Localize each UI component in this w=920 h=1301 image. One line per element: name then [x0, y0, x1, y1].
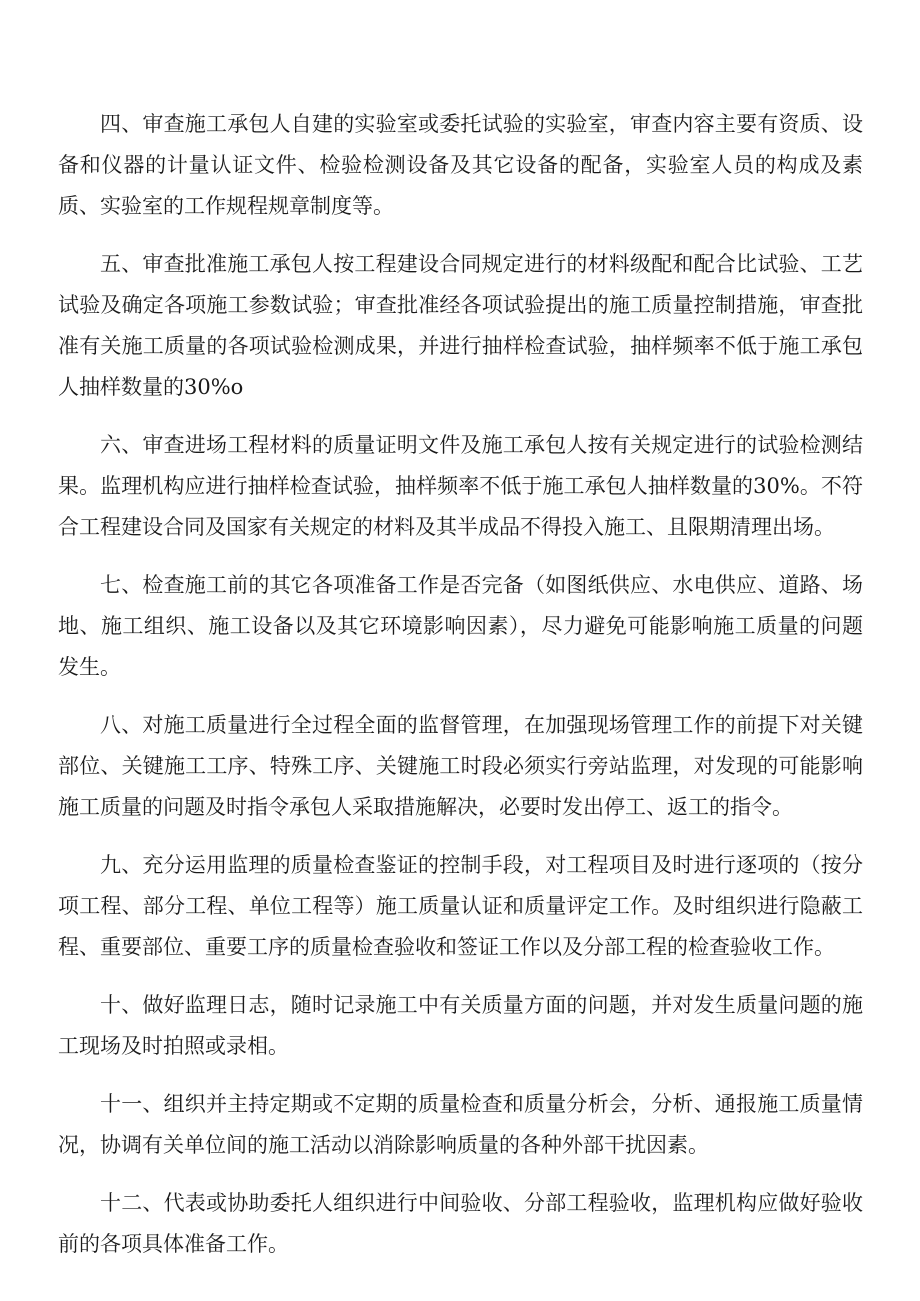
paragraph-10: 十、做好监理日志，随时记录施工中有关质量方面的问题，并对发生质量问题的施工现场及时拍照或录相。 [58, 993, 863, 1058]
paragraph-4: 四、审查施工承包人自建的实验室或委托试验的实验室，审查内容主要有资质、设备和仪器的计量认证文件、检验检测设备及其它设备的配备，实验室人员的构成及素质、实验室的工作规程规章制度等。 [58, 112, 863, 218]
paragraph-11: 十一、组织并主持定期或不定期的质量检查和质量分析会，分析、通报施工质量情况，协调有关单位间的施工活动以消除影响质量的各种外部干扰因素。 [58, 1092, 863, 1157]
paragraph-7: 七、检查施工前的其它各项准备工作是否完备（如图纸供应、水电供应、道路、场地、施工组织、施工设备以及其它环境影响因素），尽力避免可能影响施工质量的问题发生。 [58, 573, 863, 679]
paragraph-8: 八、对施工质量进行全过程全面的监督管理，在加强现场管理工作的前提下对关键部位、关键施工工序、特殊工序、关键施工时段必须实行旁站监理，对发现的可能影响施工质量的问题及时指令承包人采取措施解决，必要时发出停工、返工的指令。 [58, 713, 863, 819]
paragraph-9: 九、充分运用监理的质量检查鉴证的控制手段，对工程项目及时进行逐项的（按分项工程、部分工程、单位工程等）施工质量认证和质量评定工作。及时组织进行隐蔽工程、重要部位、重要工序的质量检查验收和签证工作以及分部工程的检查验收工作。 [58, 853, 863, 959]
paragraph-12: 十二、代表或协助委托人组织进行中间验收、分部工程验收，监理机构应做好验收前的各项具体准备工作。 [58, 1191, 863, 1256]
paragraph-5: 五、审查批准施工承包人按工程建设合同规定进行的材料级配和配合比试验、工艺试验及确定各项施工参数试验；审查批准经各项试验提出的施工质量控制措施，审查批准有关施工质量的各项试验检测成果，并进行抽样检查试验，抽样频率不低于施工承包人抽样数量的30%o [58, 252, 863, 399]
document-body [58, 104, 863, 1282]
paragraph-6: 六、审查进场工程材料的质量证明文件及施工承包人按有关规定进行的试验检测结果。监理机构应进行抽样检查试验，抽样频率不低于施工承包人抽样数量的30%。不符合工程建设合同及国家有关规定的材料及其半成品不得投入施工、且限期清理出场。 [58, 433, 863, 539]
